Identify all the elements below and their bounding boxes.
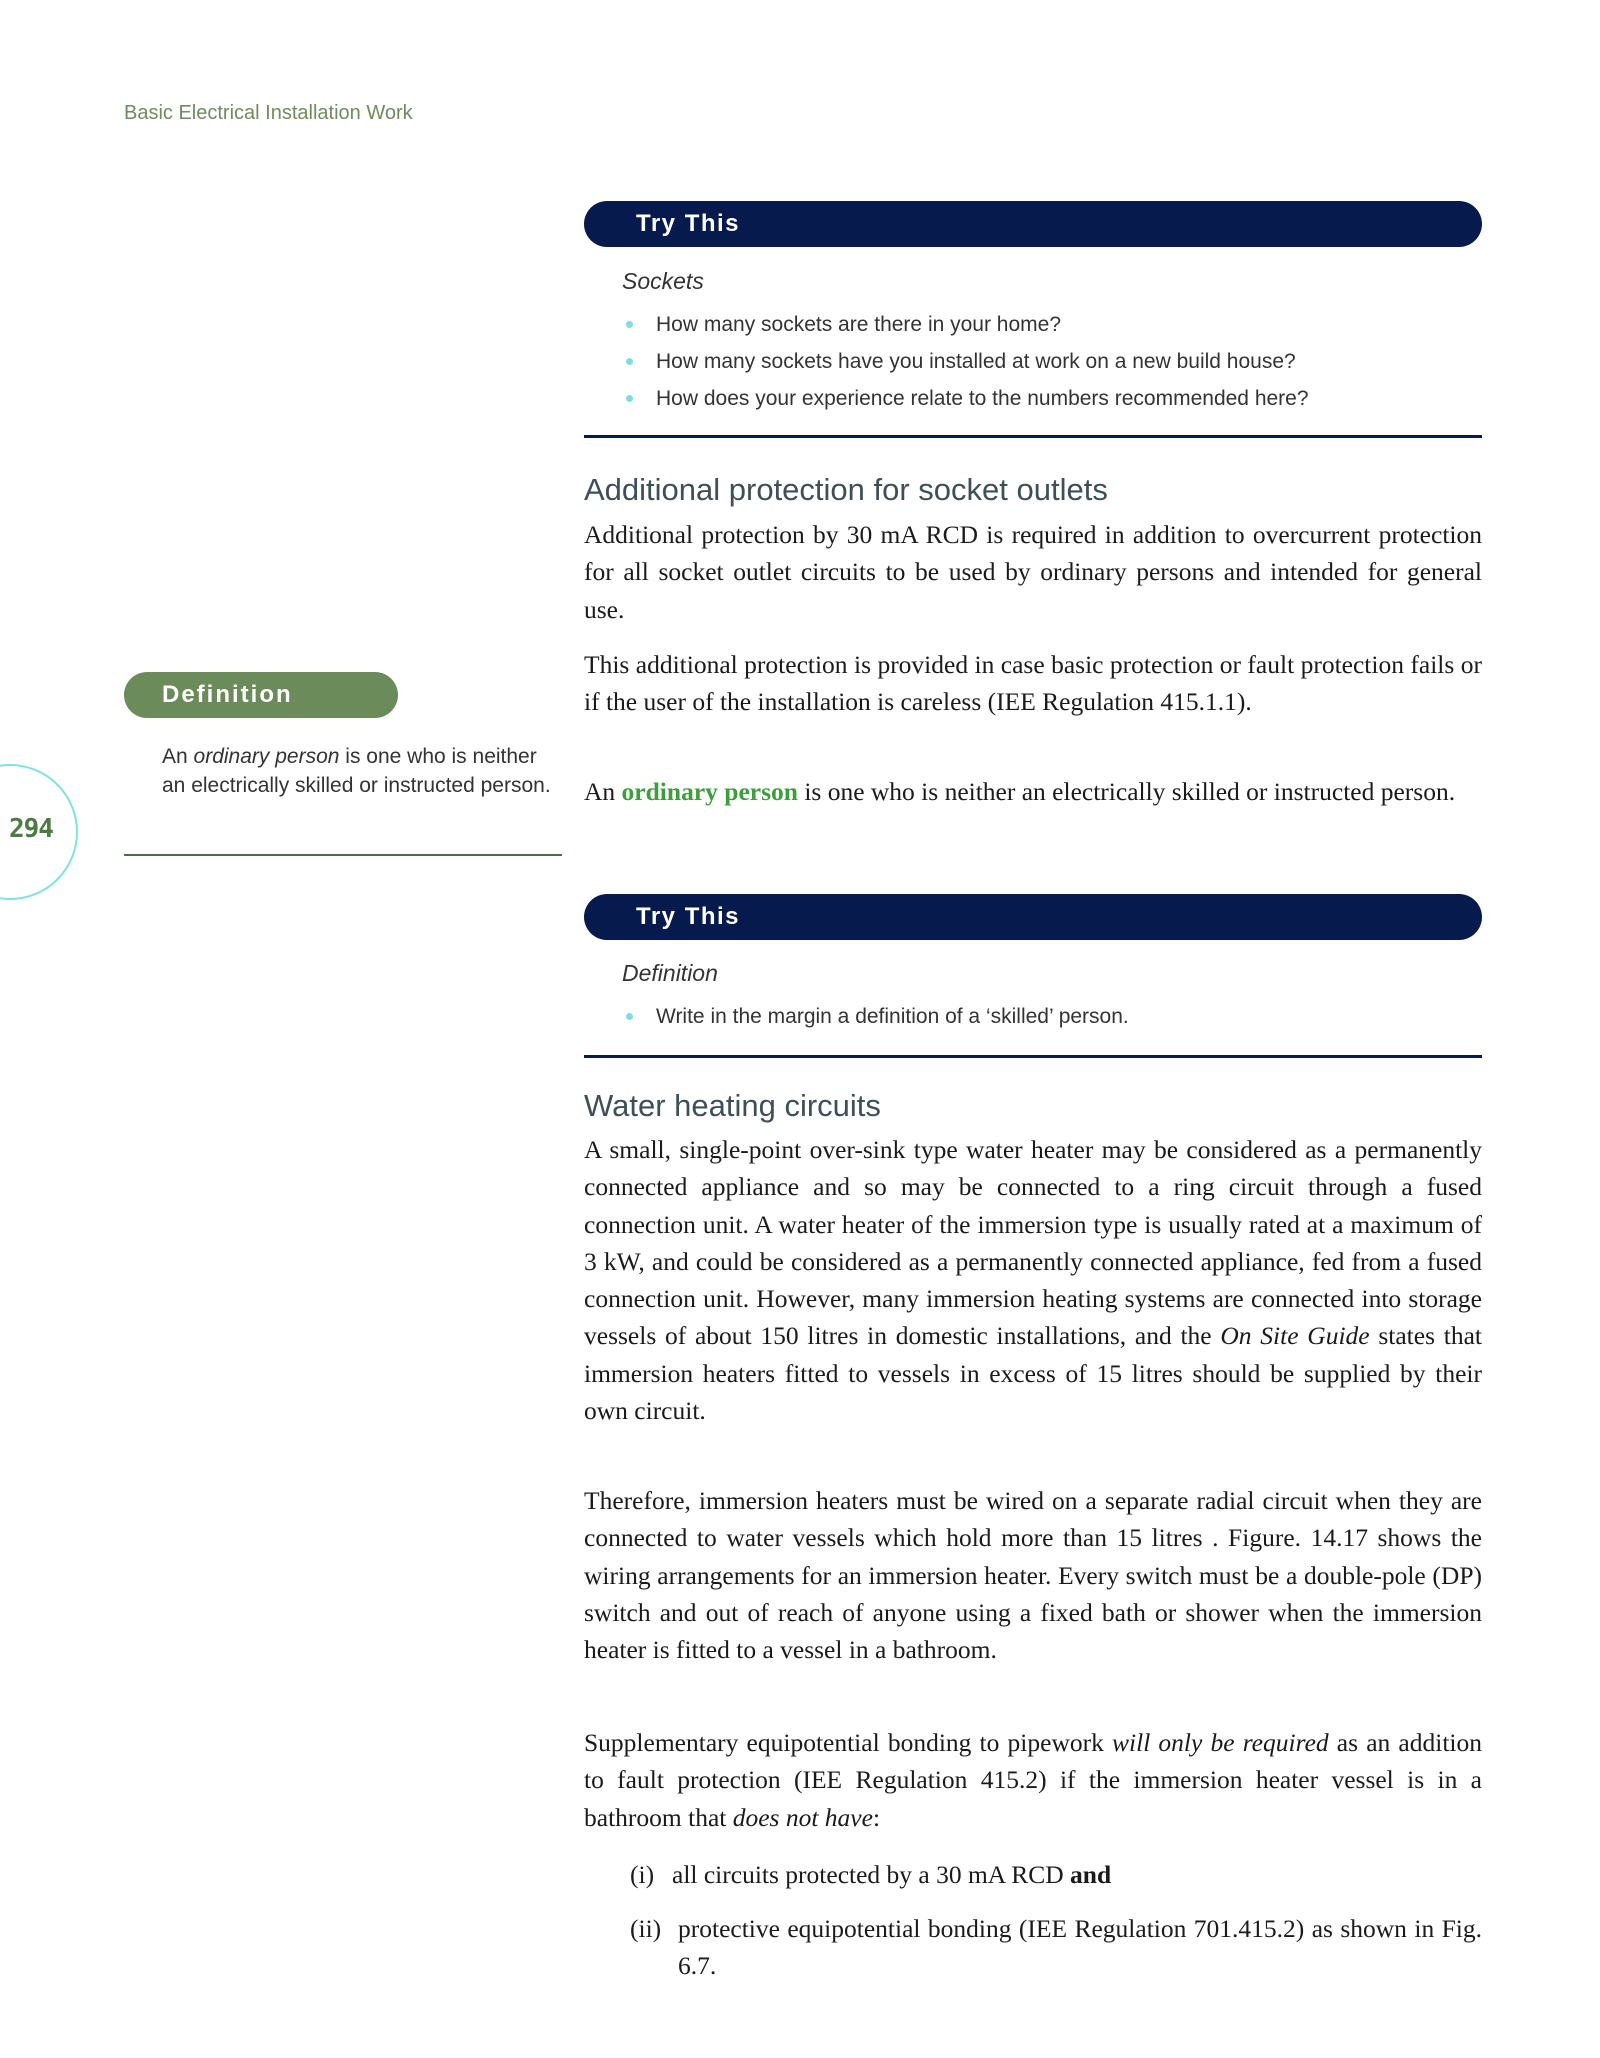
list-text (630, 1856, 1482, 1893)
list-item (622, 998, 1129, 1035)
list-text-main: protective equipotential bonding (IEE Regulation 701.415.2) as shown in Fig. 6.7. (678, 1914, 1482, 1981)
list-item (622, 380, 1309, 417)
margin-definition-text (162, 742, 562, 800)
definition-pre: An (162, 745, 194, 768)
s2p1-b: states that immersion heaters fitted to vessels in excess of 15 litres should be supplied by their own circuit. (584, 1321, 1482, 1426)
section-1-paragraph-2: This additional protection is provided in case basic protection or fault protection fails or if the user of the installation is careless (IEE Regulation 415.1.1). (584, 650, 1482, 717)
try-this-2-list (622, 998, 1129, 1035)
try-this-banner-2: Try This (584, 894, 1482, 940)
margin-definition-label: Definition (124, 672, 398, 718)
section-heading-water-heating: Water heating circuits (584, 1088, 881, 1123)
list-item-text: How many sockets have you installed at work on a new build house? (656, 350, 1296, 373)
s2p3-b: as an addition to fault protection (IEE Regulation 415.2) if the immersion heater vessel is in a bathroom that (584, 1728, 1482, 1832)
s2p1-a: A small, single-point over-sink type water heater may be considered as a permanently connected appliance and so may be connected to a ring circuit through a fused connection unit. A water heater of the immersion type is usually rated at a maximum of 3 kW, and could be considered as a permanently connected appliance, fed from a fused connection unit. However, many immersion heating systems are connected into storage vessels of about 150 litres in domestic installations, and the (584, 1135, 1482, 1351)
try-this-2-rule (584, 1055, 1482, 1058)
definition-post: is one who is neither an electrically skilled or instructed person. (162, 745, 551, 797)
running-head: Basic Electrical Installation Work (124, 102, 413, 124)
list-text-bold: and (1070, 1860, 1112, 1889)
section-2-paragraph-1 (584, 1131, 1482, 1429)
p3-pre: An (584, 777, 622, 806)
section-1-paragraph-1: Additional protection by 30 mA RCD is required in addition to overcurrent protection for all socket outlet circuits to be used by ordinary persons and intended for general use. (584, 520, 1482, 624)
margin-definition-rule (124, 854, 562, 856)
section-2-paragraph-3 (584, 1724, 1482, 1836)
bullet-icon (626, 1013, 633, 1020)
try-this-1-list (622, 306, 1309, 417)
list-item-text: How does your experience relate to the numbers recommended here? (656, 387, 1309, 410)
list-text-main: all circuits protected by a 30 mA RCD (672, 1860, 1071, 1889)
s2p3-italic-1: will only be required (1112, 1728, 1329, 1757)
try-this-banner-1: Try This (584, 201, 1482, 247)
s2p3-a: Supplementary equipotential bonding to pipework (584, 1728, 1113, 1757)
list-item-text: How many sockets are there in your home? (656, 313, 1062, 336)
section-1-paragraph-3 (584, 773, 1482, 810)
section-2-paragraph-2: Therefore, immersion heaters must be wired on a separate radial circuit when they are connected to water vessels which hold more than 15 litres . Figure. 14.17 shows the wiring arrangements for an immersion heater. Every switch must be a double-pole (DP) switch and out of reach of anyone using a fixed bath or shower when the immersion heater is fitted to a vessel in a bathroom. (584, 1486, 1482, 1665)
numbered-list-item (630, 1856, 1482, 1893)
bullet-icon (626, 321, 633, 328)
definition-term: ordinary person (193, 745, 340, 768)
p3-post: is one who is neither an electrically skilled or instructed person. (797, 777, 1456, 806)
numbered-list-item (630, 1910, 1482, 1985)
bullet-icon (626, 395, 633, 402)
list-number: (i) (630, 1860, 655, 1889)
s2p3-c: : (872, 1802, 881, 1832)
list-item-text: Write in the margin a definition of a ‘skilled’ person. (656, 1005, 1129, 1028)
list-item (622, 343, 1309, 380)
list-item (622, 306, 1309, 343)
try-this-1-rule (584, 435, 1482, 438)
s2p1-italic: On Site Guide (1220, 1321, 1370, 1351)
list-text (630, 1910, 1482, 1985)
section-heading-socket-protection: Additional protection for socket outlets (584, 472, 1108, 507)
s2p3-italic-2: does not have (732, 1802, 873, 1832)
page-number: 294 (9, 814, 53, 844)
highlighted-term: ordinary person (621, 777, 798, 806)
try-this-1-subhead: Sockets (622, 268, 704, 294)
list-number: (ii) (630, 1914, 662, 1943)
try-this-2-subhead: Definition (622, 960, 718, 986)
bullet-icon (626, 358, 633, 365)
